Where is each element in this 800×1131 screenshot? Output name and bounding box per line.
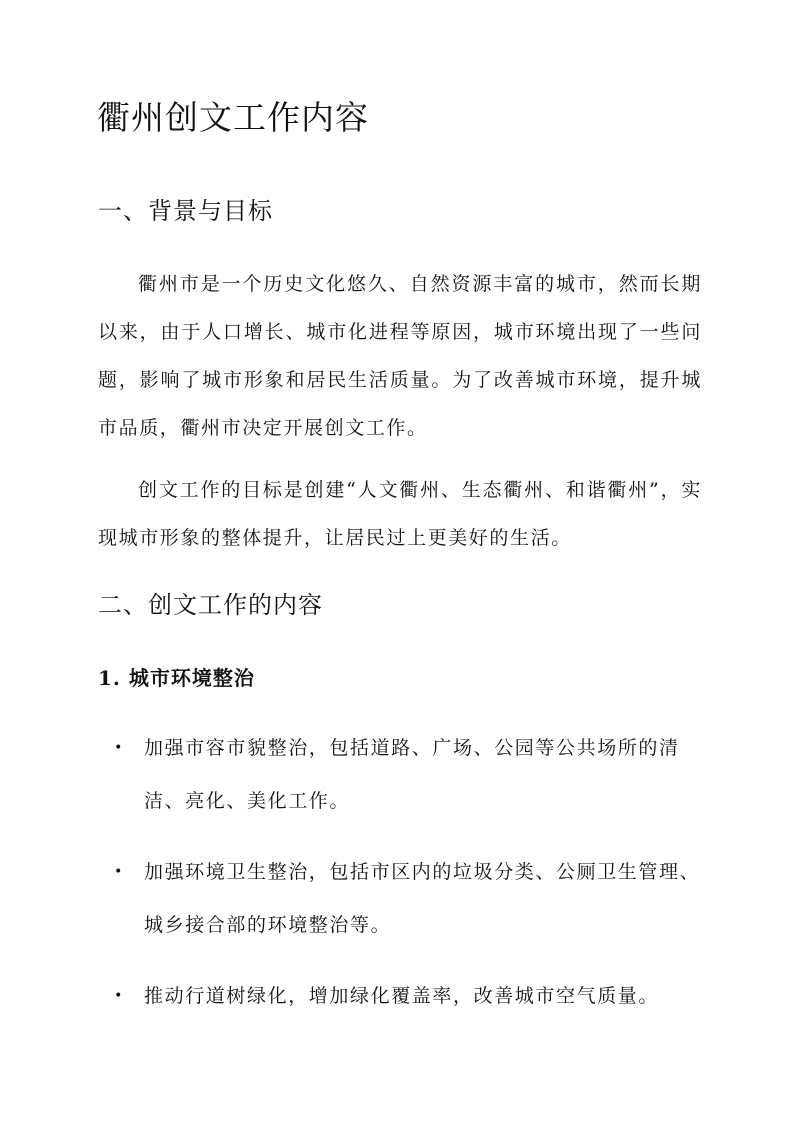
list-item [114, 722, 704, 828]
list-item-text: 推动行道树绿化，增加绿化覆盖率，改善城市空气质量。 [144, 985, 660, 1007]
list-item [114, 970, 704, 1023]
bullet-icon: • [114, 740, 124, 756]
environment-bullet-list [114, 722, 704, 1041]
goal-paragraph: 创文工作的目标是创建“人文衢州、生态衢州、和谐衢州”，实现城市形象的整体提升，让居民过上更美好的生活。 [98, 479, 702, 549]
list-item-text: 加强环境卫生整治，包括市区内的垃圾分类、公厕卫生管理、城乡接合部的环境整治等。 [144, 861, 701, 936]
section-heading-content: 二、创文工作的内容 [98, 591, 323, 619]
document-title: 衢州创文工作内容 [97, 98, 369, 137]
bullet-icon: • [114, 988, 124, 1004]
background-paragraph: 衢州市是一个历史文化悠久、自然资源丰富的城市，然而长期以来，由于人口增长、城市化进程等原因，城市环境出现了一些问题，影响了城市形象和居民生活质量。为了改善城市环境，提升城市品质，衢州市决定开展创文工作。 [98, 273, 702, 439]
bullet-icon: • [114, 864, 124, 880]
subsection-heading-environment: 1. 城市环境整治 [98, 666, 255, 690]
list-item [114, 846, 704, 952]
list-item-text: 加强市容市貌整治，包括道路、广场、公园等公共场所的清洁、亮化、美化工作。 [144, 737, 680, 812]
section-heading-background: 一、背景与目标 [98, 197, 273, 225]
